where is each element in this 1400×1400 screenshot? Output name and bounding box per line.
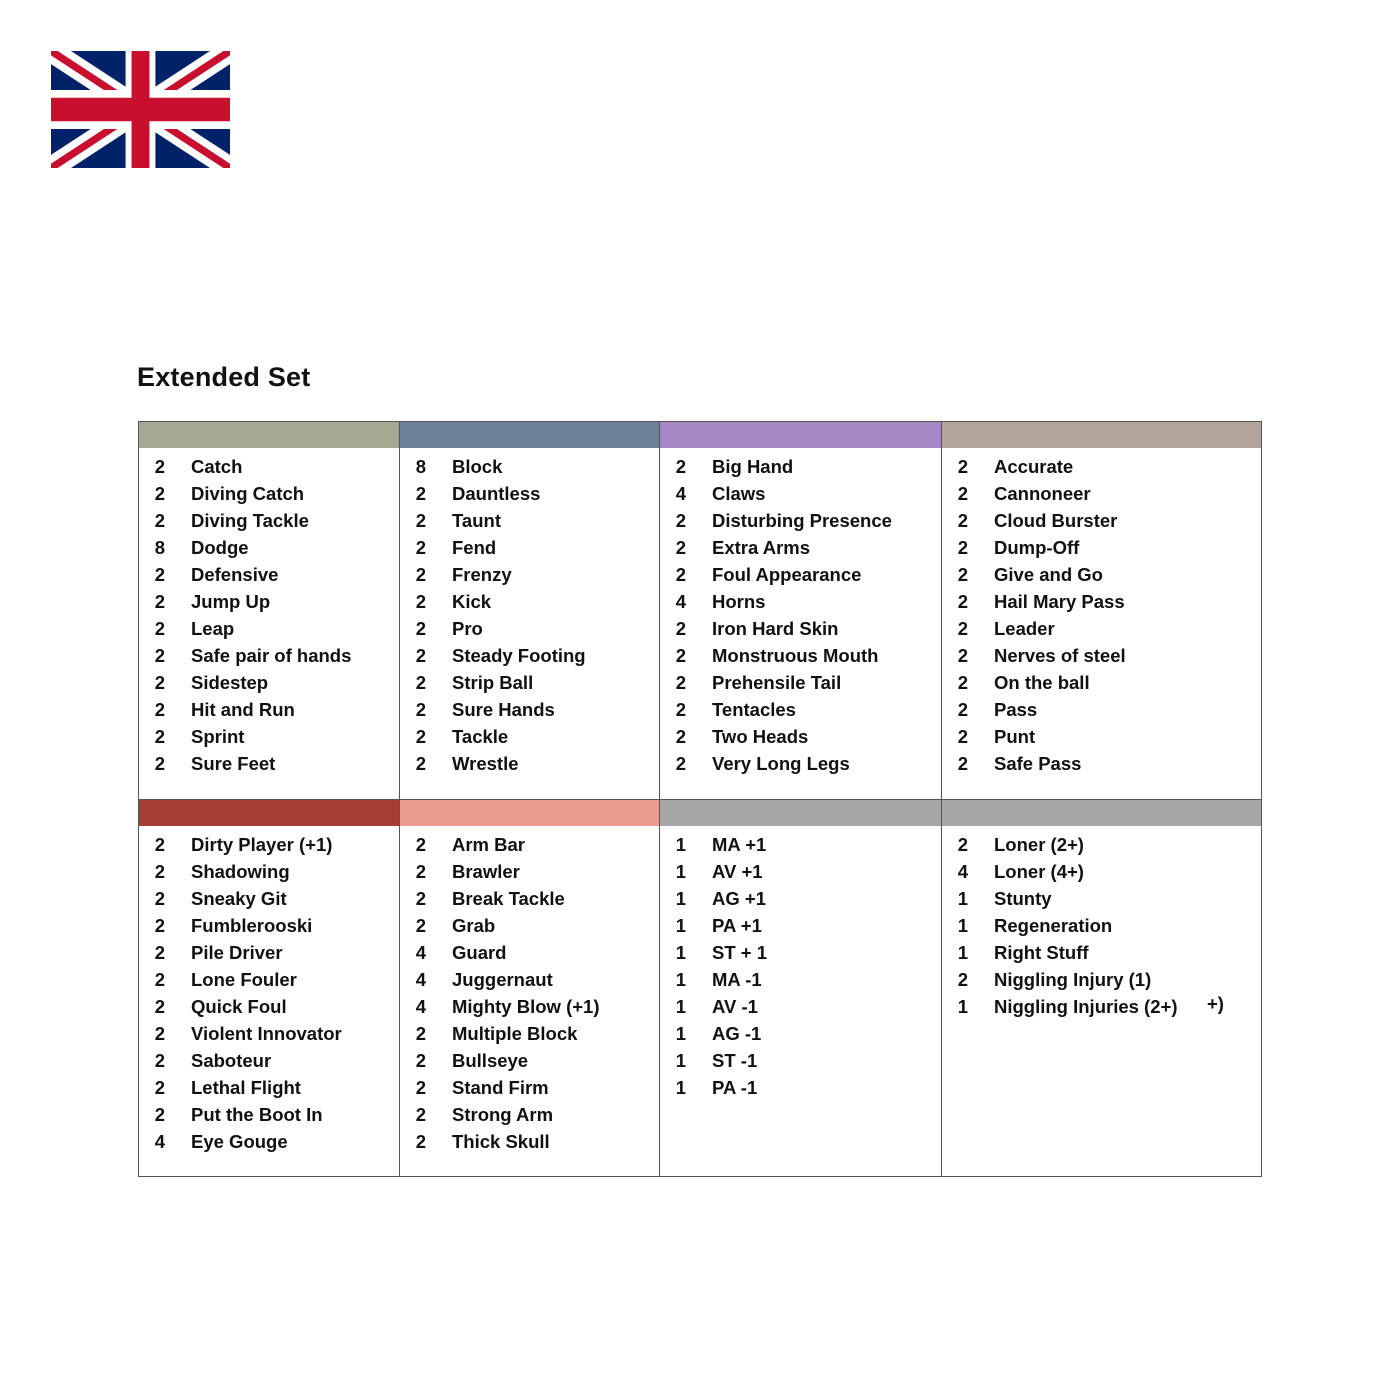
skill-name: Loner (4+) bbox=[994, 861, 1084, 882]
category-color-band bbox=[400, 800, 659, 826]
skill-count: 2 bbox=[675, 672, 686, 693]
skill-count: 2 bbox=[154, 726, 165, 747]
list-item bbox=[660, 480, 941, 507]
skill-name: Violent Innovator bbox=[191, 1023, 342, 1044]
skill-count: 2 bbox=[675, 564, 686, 585]
list-item bbox=[660, 615, 941, 642]
list-item bbox=[139, 993, 399, 1020]
skill-count: 1 bbox=[675, 834, 686, 855]
skill-name: Sneaky Git bbox=[191, 888, 287, 909]
skill-count: 2 bbox=[675, 726, 686, 747]
list-item bbox=[400, 453, 659, 480]
list-item bbox=[139, 966, 399, 993]
skill-name: Monstruous Mouth bbox=[712, 645, 879, 666]
list-item bbox=[942, 831, 1261, 858]
skill-count: 2 bbox=[415, 618, 426, 639]
list-item bbox=[139, 507, 399, 534]
skill-name: Big Hand bbox=[712, 456, 794, 477]
skill-count: 4 bbox=[415, 996, 426, 1017]
skill-name: Give and Go bbox=[994, 564, 1103, 585]
list-item bbox=[942, 912, 1261, 939]
list-item bbox=[660, 453, 941, 480]
stray-text-fragment: +) bbox=[1207, 993, 1224, 1014]
list-item bbox=[400, 588, 659, 615]
skill-name: Punt bbox=[994, 726, 1036, 747]
skill-count: 4 bbox=[154, 1131, 165, 1152]
skill-count: 2 bbox=[415, 537, 426, 558]
skill-count: 2 bbox=[957, 618, 968, 639]
skill-name: Pro bbox=[452, 618, 483, 639]
skill-count: 2 bbox=[957, 456, 968, 477]
list-item bbox=[660, 1047, 941, 1074]
skill-count: 2 bbox=[415, 1131, 426, 1152]
list-item bbox=[139, 561, 399, 588]
skill-name: Taunt bbox=[452, 510, 501, 531]
list-item bbox=[400, 696, 659, 723]
skill-count: 2 bbox=[154, 942, 165, 963]
skill-name: PA -1 bbox=[712, 1077, 758, 1098]
list-item bbox=[139, 1128, 399, 1155]
skill-name: Guard bbox=[452, 942, 507, 963]
skill-name: Jump Up bbox=[191, 591, 271, 612]
list-item bbox=[660, 912, 941, 939]
skill-name: Sure Feet bbox=[191, 753, 276, 774]
skill-name: Hail Mary Pass bbox=[994, 591, 1125, 612]
skill-count: 2 bbox=[154, 456, 165, 477]
list-item bbox=[942, 453, 1261, 480]
list-item bbox=[400, 1101, 659, 1128]
list-item bbox=[942, 588, 1261, 615]
skill-count: 2 bbox=[415, 699, 426, 720]
skill-name: Sure Hands bbox=[452, 699, 555, 720]
skill-list bbox=[139, 826, 399, 1155]
skill-count: 2 bbox=[675, 645, 686, 666]
list-item bbox=[139, 615, 399, 642]
skill-count: 2 bbox=[154, 888, 165, 909]
skill-name: Mighty Blow (+1) bbox=[452, 996, 600, 1017]
skill-count: 2 bbox=[675, 537, 686, 558]
skill-name: Safe Pass bbox=[994, 753, 1082, 774]
list-item bbox=[400, 1074, 659, 1101]
skill-count: 8 bbox=[415, 456, 426, 477]
category-color-band bbox=[660, 422, 941, 448]
skill-name: AV +1 bbox=[712, 861, 763, 882]
skill-name: Lone Fouler bbox=[191, 969, 297, 990]
skill-count: 1 bbox=[957, 942, 968, 963]
skill-group-passing bbox=[941, 422, 1261, 799]
skill-count: 4 bbox=[415, 969, 426, 990]
skill-count: 2 bbox=[154, 510, 165, 531]
skill-name: Very Long Legs bbox=[712, 753, 850, 774]
skill-group-strength bbox=[399, 799, 659, 1176]
skill-name: Grab bbox=[452, 915, 496, 936]
list-item bbox=[660, 696, 941, 723]
skill-count: 1 bbox=[675, 888, 686, 909]
skill-name: Catch bbox=[191, 456, 243, 477]
skill-name: Stand Firm bbox=[452, 1077, 549, 1098]
list-item bbox=[400, 723, 659, 750]
skill-count: 2 bbox=[675, 699, 686, 720]
skill-group-devious bbox=[139, 799, 399, 1176]
list-item bbox=[942, 507, 1261, 534]
skill-list bbox=[139, 448, 399, 777]
skill-count: 1 bbox=[675, 1023, 686, 1044]
list-item bbox=[660, 1074, 941, 1101]
category-color-band bbox=[400, 422, 659, 448]
skill-name: Hit and Run bbox=[191, 699, 295, 720]
skill-name: Thick Skull bbox=[452, 1131, 550, 1152]
skill-name: Steady Footing bbox=[452, 645, 586, 666]
list-item bbox=[139, 1020, 399, 1047]
skill-name: Dodge bbox=[191, 537, 249, 558]
skill-count: 2 bbox=[957, 591, 968, 612]
skill-count: 8 bbox=[154, 537, 165, 558]
skill-name: Accurate bbox=[994, 456, 1074, 477]
skill-list bbox=[400, 826, 659, 1155]
list-item bbox=[942, 750, 1261, 777]
skill-count: 2 bbox=[415, 1077, 426, 1098]
skill-name: Break Tackle bbox=[452, 888, 565, 909]
skill-count: 1 bbox=[675, 1050, 686, 1071]
skill-count: 2 bbox=[957, 699, 968, 720]
skill-count: 2 bbox=[415, 1104, 426, 1125]
list-item bbox=[139, 453, 399, 480]
skill-count: 2 bbox=[154, 591, 165, 612]
skill-name: Tackle bbox=[452, 726, 509, 747]
list-item bbox=[139, 858, 399, 885]
skill-name: Shadowing bbox=[191, 861, 290, 882]
skill-group-mutation bbox=[659, 422, 941, 799]
skill-name: Arm Bar bbox=[452, 834, 525, 855]
skill-count: 2 bbox=[154, 996, 165, 1017]
list-item bbox=[400, 669, 659, 696]
skill-count: 2 bbox=[415, 888, 426, 909]
skill-name: Quick Foul bbox=[191, 996, 287, 1017]
skill-count: 2 bbox=[415, 1023, 426, 1044]
skill-count: 4 bbox=[415, 942, 426, 963]
category-color-band bbox=[942, 422, 1261, 448]
skill-count: 2 bbox=[154, 699, 165, 720]
list-item bbox=[139, 831, 399, 858]
list-item bbox=[660, 588, 941, 615]
skill-name: Dirty Player (+1) bbox=[191, 834, 333, 855]
skill-count: 2 bbox=[415, 753, 426, 774]
skill-count: 2 bbox=[957, 726, 968, 747]
skill-count: 1 bbox=[675, 996, 686, 1017]
list-item bbox=[400, 534, 659, 561]
skill-name: Saboteur bbox=[191, 1050, 272, 1071]
skill-name: MA -1 bbox=[712, 969, 762, 990]
list-item bbox=[139, 939, 399, 966]
skill-count: 2 bbox=[415, 510, 426, 531]
skill-count: 2 bbox=[154, 753, 165, 774]
list-item bbox=[139, 480, 399, 507]
skill-name: Safe pair of hands bbox=[191, 645, 352, 666]
skill-count: 4 bbox=[675, 483, 686, 504]
skill-name: AG +1 bbox=[712, 888, 766, 909]
skill-name: PA +1 bbox=[712, 915, 762, 936]
skill-count: 2 bbox=[415, 726, 426, 747]
skill-count: 2 bbox=[675, 456, 686, 477]
skill-count: 2 bbox=[154, 969, 165, 990]
skill-name: Niggling Injury (1) bbox=[994, 969, 1152, 990]
skill-name: Strip Ball bbox=[452, 672, 534, 693]
skill-name: Claws bbox=[712, 483, 766, 504]
list-item bbox=[139, 1101, 399, 1128]
skill-name: AV -1 bbox=[712, 996, 758, 1017]
list-item bbox=[139, 696, 399, 723]
skill-count: 1 bbox=[957, 996, 968, 1017]
list-item bbox=[400, 642, 659, 669]
skill-count: 2 bbox=[957, 645, 968, 666]
skill-count: 2 bbox=[154, 645, 165, 666]
list-item bbox=[400, 750, 659, 777]
skill-count: 2 bbox=[154, 1023, 165, 1044]
skill-name: Loner (2+) bbox=[994, 834, 1084, 855]
skill-count: 1 bbox=[675, 942, 686, 963]
skill-list bbox=[660, 448, 941, 777]
list-item bbox=[400, 561, 659, 588]
list-item bbox=[660, 750, 941, 777]
skill-name: Two Heads bbox=[712, 726, 809, 747]
skill-name: Block bbox=[452, 456, 503, 477]
skill-list bbox=[942, 448, 1261, 777]
skill-group-general bbox=[399, 422, 659, 799]
skill-name: Juggernaut bbox=[452, 969, 553, 990]
skill-count: 2 bbox=[154, 564, 165, 585]
skill-name: Fumblerooski bbox=[191, 915, 313, 936]
list-item bbox=[400, 1047, 659, 1074]
list-item bbox=[400, 831, 659, 858]
skill-count: 2 bbox=[415, 1050, 426, 1071]
skill-name: Lethal Flight bbox=[191, 1077, 301, 1098]
skill-count: 2 bbox=[154, 672, 165, 693]
skill-count: 2 bbox=[154, 834, 165, 855]
category-color-band bbox=[942, 800, 1261, 826]
skill-group-characteristics bbox=[659, 799, 941, 1176]
skill-count: 1 bbox=[675, 861, 686, 882]
list-item bbox=[660, 885, 941, 912]
skill-count: 2 bbox=[154, 1050, 165, 1071]
list-item bbox=[942, 480, 1261, 507]
skill-name: Right Stuff bbox=[994, 942, 1089, 963]
skill-name: Iron Hard Skin bbox=[712, 618, 839, 639]
list-item bbox=[400, 939, 659, 966]
skill-name: Cloud Burster bbox=[994, 510, 1118, 531]
list-item bbox=[400, 912, 659, 939]
skill-count: 1 bbox=[675, 1077, 686, 1098]
skill-name: Leap bbox=[191, 618, 235, 639]
skill-count: 2 bbox=[957, 672, 968, 693]
skill-name: Brawler bbox=[452, 861, 520, 882]
list-item bbox=[660, 642, 941, 669]
skill-count: 1 bbox=[957, 915, 968, 936]
skill-name: Pile Driver bbox=[191, 942, 283, 963]
skill-count: 2 bbox=[957, 510, 968, 531]
page-title: Extended Set bbox=[137, 362, 311, 392]
list-item bbox=[400, 507, 659, 534]
skill-name: Extra Arms bbox=[712, 537, 811, 558]
list-item bbox=[942, 885, 1261, 912]
list-item bbox=[139, 723, 399, 750]
list-item bbox=[400, 993, 659, 1020]
skill-count: 2 bbox=[415, 861, 426, 882]
skill-count: 2 bbox=[415, 834, 426, 855]
list-item bbox=[400, 966, 659, 993]
skill-name: Put the Boot In bbox=[191, 1104, 323, 1125]
skill-name: Eye Gouge bbox=[191, 1131, 288, 1152]
skill-count: 2 bbox=[415, 564, 426, 585]
skill-name: MA +1 bbox=[712, 834, 767, 855]
skill-count: 2 bbox=[154, 915, 165, 936]
skill-count: 1 bbox=[675, 915, 686, 936]
skill-count: 2 bbox=[154, 1077, 165, 1098]
list-item bbox=[660, 534, 941, 561]
skill-name: Horns bbox=[712, 591, 766, 612]
skill-count: 2 bbox=[154, 1104, 165, 1125]
category-color-band bbox=[139, 422, 399, 448]
skill-name: Niggling Injuries (2+) bbox=[994, 996, 1178, 1017]
skill-count: 1 bbox=[675, 969, 686, 990]
skills-table bbox=[138, 421, 1262, 1177]
skill-name: Dump-Off bbox=[994, 537, 1080, 558]
list-item bbox=[139, 912, 399, 939]
list-item bbox=[660, 993, 941, 1020]
list-item bbox=[942, 669, 1261, 696]
list-item bbox=[942, 723, 1261, 750]
list-item bbox=[400, 615, 659, 642]
skill-name: Cannoneer bbox=[994, 483, 1091, 504]
skill-count: 2 bbox=[957, 969, 968, 990]
skill-name: Sprint bbox=[191, 726, 245, 747]
skill-count: 1 bbox=[957, 888, 968, 909]
list-item bbox=[139, 588, 399, 615]
union-jack-flag-icon bbox=[51, 51, 230, 168]
skill-list bbox=[400, 448, 659, 777]
skill-name: Strong Arm bbox=[452, 1104, 554, 1125]
skill-name: Prehensile Tail bbox=[712, 672, 842, 693]
skill-name: AG -1 bbox=[712, 1023, 762, 1044]
list-item bbox=[400, 480, 659, 507]
list-item bbox=[400, 858, 659, 885]
skill-name: Kick bbox=[452, 591, 492, 612]
skill-name: Frenzy bbox=[452, 564, 512, 585]
list-item bbox=[660, 858, 941, 885]
skill-count: 2 bbox=[957, 483, 968, 504]
list-item bbox=[139, 1047, 399, 1074]
skill-name: Wrestle bbox=[452, 753, 519, 774]
list-item bbox=[942, 696, 1261, 723]
skill-group-traits bbox=[941, 799, 1261, 1176]
skill-name: ST -1 bbox=[712, 1050, 758, 1071]
skill-count: 4 bbox=[675, 591, 686, 612]
list-item bbox=[400, 1020, 659, 1047]
skill-count: 2 bbox=[415, 915, 426, 936]
list-item bbox=[400, 885, 659, 912]
skill-group-agility bbox=[139, 422, 399, 799]
skill-name: Leader bbox=[994, 618, 1055, 639]
skill-count: 2 bbox=[957, 753, 968, 774]
skill-count: 2 bbox=[154, 483, 165, 504]
list-item bbox=[660, 1020, 941, 1047]
list-item bbox=[660, 966, 941, 993]
list-item bbox=[660, 831, 941, 858]
skill-count: 2 bbox=[675, 753, 686, 774]
list-item bbox=[139, 642, 399, 669]
skill-count: 2 bbox=[957, 564, 968, 585]
list-item bbox=[942, 939, 1261, 966]
skill-name: ST + 1 bbox=[712, 942, 768, 963]
skill-count: 2 bbox=[957, 537, 968, 558]
skill-name: Sidestep bbox=[191, 672, 269, 693]
list-item bbox=[400, 1128, 659, 1155]
skill-count: 2 bbox=[415, 672, 426, 693]
skill-name: Multiple Block bbox=[452, 1023, 578, 1044]
list-item bbox=[139, 750, 399, 777]
list-item bbox=[660, 939, 941, 966]
skill-count: 2 bbox=[154, 861, 165, 882]
skill-name: Disturbing Presence bbox=[712, 510, 892, 531]
list-item bbox=[139, 534, 399, 561]
skill-name: Fend bbox=[452, 537, 497, 558]
list-item bbox=[942, 642, 1261, 669]
skill-name: On the ball bbox=[994, 672, 1090, 693]
skill-list bbox=[660, 826, 941, 1101]
category-color-band bbox=[660, 800, 941, 826]
skill-name: Defensive bbox=[191, 564, 279, 585]
skill-count: 2 bbox=[957, 834, 968, 855]
skill-count: 2 bbox=[675, 510, 686, 531]
skill-name: Nerves of steel bbox=[994, 645, 1126, 666]
skill-name: Regeneration bbox=[994, 915, 1113, 936]
skill-count: 2 bbox=[675, 618, 686, 639]
skill-name: Stunty bbox=[994, 888, 1052, 909]
list-item bbox=[139, 885, 399, 912]
skill-count: 4 bbox=[957, 861, 968, 882]
skill-name: Bullseye bbox=[452, 1050, 529, 1071]
list-item bbox=[139, 1074, 399, 1101]
skill-name: Diving Tackle bbox=[191, 510, 309, 531]
skill-name: Foul Appearance bbox=[712, 564, 862, 585]
skill-count: 2 bbox=[415, 645, 426, 666]
list-item bbox=[942, 561, 1261, 588]
list-item bbox=[942, 858, 1261, 885]
skill-name: Diving Catch bbox=[191, 483, 305, 504]
list-item bbox=[942, 966, 1261, 993]
skill-name: Pass bbox=[994, 699, 1038, 720]
list-item bbox=[660, 507, 941, 534]
list-item bbox=[139, 669, 399, 696]
skill-name: Tentacles bbox=[712, 699, 796, 720]
skill-count: 2 bbox=[415, 591, 426, 612]
list-item bbox=[660, 561, 941, 588]
list-item bbox=[942, 615, 1261, 642]
skill-count: 2 bbox=[415, 483, 426, 504]
list-item bbox=[660, 723, 941, 750]
category-color-band bbox=[139, 800, 399, 826]
skill-name: Dauntless bbox=[452, 483, 541, 504]
list-item bbox=[942, 534, 1261, 561]
list-item bbox=[660, 669, 941, 696]
skill-count: 2 bbox=[154, 618, 165, 639]
